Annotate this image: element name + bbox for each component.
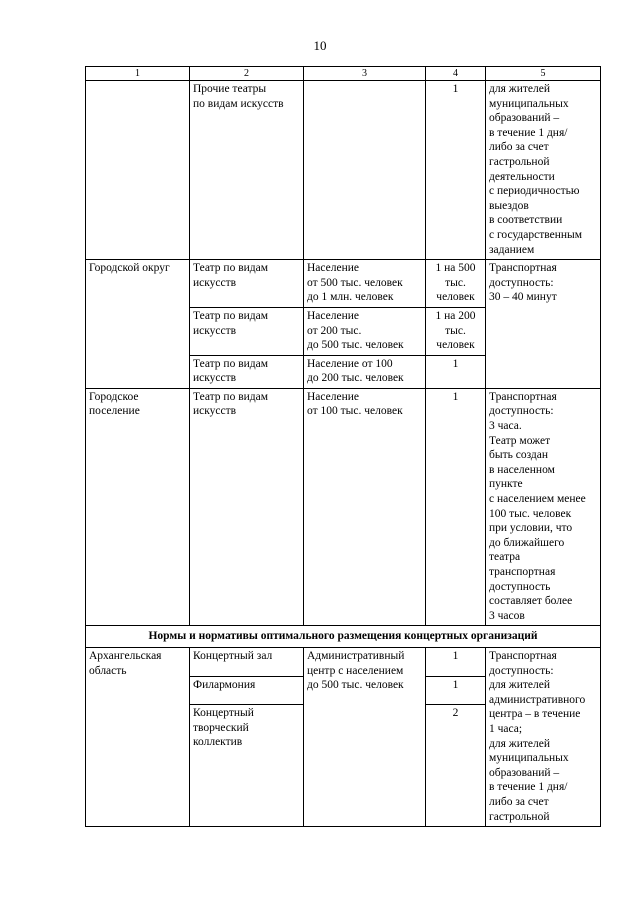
count-cell: 1 xyxy=(426,355,486,388)
section-title: Нормы и нормативы оптимального размещения концертных организаций xyxy=(86,626,601,648)
column-numbers-row xyxy=(86,67,601,81)
col-number: 4 xyxy=(426,67,486,81)
count-cell: 1 на 200 тыс. человек xyxy=(426,307,486,355)
institution-cell: Прочие театры по видам искусств xyxy=(190,81,304,260)
population-cell: Население от 200 тыс. до 500 тыс. человек xyxy=(304,307,426,355)
institution-cell: Театр по видам искусств xyxy=(190,388,304,626)
page-number: 10 xyxy=(313,38,327,53)
col-number: 5 xyxy=(486,67,601,81)
region-cell xyxy=(86,81,190,260)
accessibility-cell: Транспортная доступность: 3 часа. Театр может быть создан в населенном пункте с населением менее 100 тыс. человек при условии, что до ближайшего театра транспортная доступность составляет более 3 часов xyxy=(486,388,601,626)
table-row xyxy=(86,388,601,626)
col-number: 2 xyxy=(190,67,304,81)
accessibility-cell: Транспортная доступность: для жителей административного центра – в течение 1 часа; для жителей муниципальных образований – в течение 1 дня/ либо за счет гастрольной xyxy=(486,647,601,826)
accessibility-cell: Транспортная доступность: 30 – 40 минут xyxy=(486,260,601,389)
institution-cell: Театр по видам искусств xyxy=(190,260,304,308)
region-cell: Архангельская область xyxy=(86,647,190,826)
table-row xyxy=(86,647,601,676)
region-cell: Городское поселение xyxy=(86,388,190,626)
count-cell: 1 xyxy=(426,647,486,676)
count-cell: 2 xyxy=(426,705,486,827)
table-row xyxy=(86,81,601,260)
population-cell: Население от 500 тыс. человек до 1 млн. человек xyxy=(304,260,426,308)
population-cell xyxy=(304,81,426,260)
col-number: 3 xyxy=(304,67,426,81)
section-row xyxy=(86,626,601,648)
institution-cell: Концертный творческий коллектив xyxy=(190,705,304,827)
institution-cell: Театр по видам искусств xyxy=(190,355,304,388)
accessibility-cell: для жителей муниципальных образований – в течение 1 дня/ либо за счет гастрольной деятельности с периодичностью выездов в соответствии с государственным заданием xyxy=(486,81,601,260)
population-cell: Административный центр с населением до 500 тыс. человек xyxy=(304,647,426,826)
institution-cell: Театр по видам искусств xyxy=(190,307,304,355)
institution-cell: Филармония xyxy=(190,676,304,705)
population-cell: Население от 100 до 200 тыс. человек xyxy=(304,355,426,388)
table-row xyxy=(86,260,601,308)
count-cell: 1 на 500 тыс. человек xyxy=(426,260,486,308)
count-cell: 1 xyxy=(426,81,486,260)
population-cell: Население от 100 тыс. человек xyxy=(304,388,426,626)
col-number: 1 xyxy=(86,67,190,81)
institution-cell: Концертный зал xyxy=(190,647,304,676)
norms-table xyxy=(85,66,601,827)
count-cell: 1 xyxy=(426,388,486,626)
count-cell: 1 xyxy=(426,676,486,705)
region-cell: Городской округ xyxy=(86,260,190,389)
